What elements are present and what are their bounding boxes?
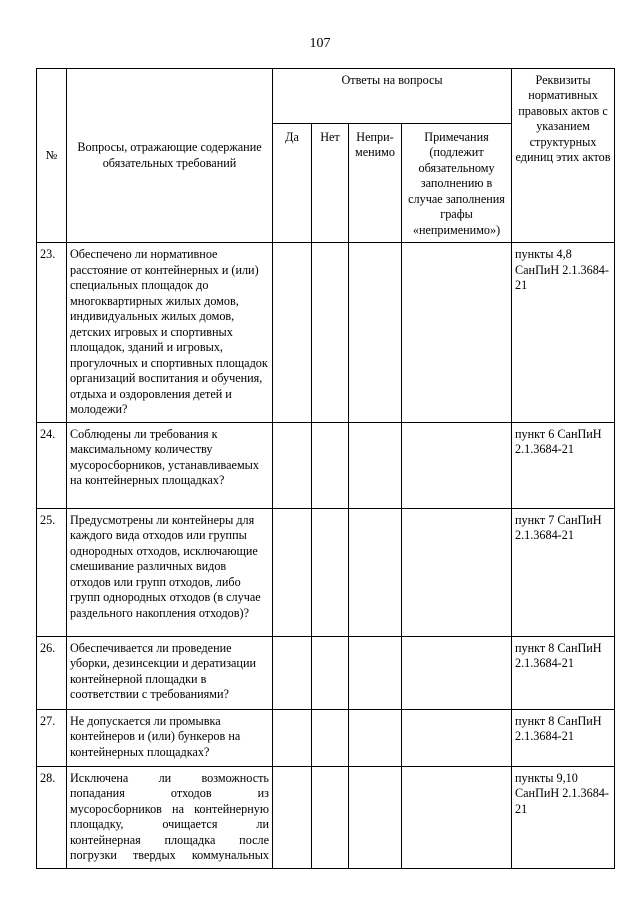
answer-notes-cell[interactable]	[402, 636, 512, 709]
answer-yes-cell[interactable]	[273, 709, 312, 766]
header-question: Вопросы, отражающие содержание обязательных требований	[67, 69, 273, 243]
header-notes: Примечания (подлежит обязательному заполнению в случае заполнения графы «неприменимо»)	[402, 124, 512, 243]
answer-notes-cell[interactable]	[402, 422, 512, 508]
header-answers: Ответы на вопросы	[273, 69, 512, 124]
row-num: 28.	[37, 766, 67, 868]
answer-notes-cell[interactable]	[402, 709, 512, 766]
row-question: Обеспечивается ли проведение уборки, дезинсекции и дератизации контейнерной площадки в соответствии с требованиями?	[67, 636, 273, 709]
answer-notes-cell[interactable]	[402, 243, 512, 422]
header-requisites: Реквизиты нормативных правовых актов с указанием структурных единиц этих актов	[512, 69, 615, 243]
row-question: Исключена ли возможность попадания отходов из мусоросборников на контейнерную площадку, очищается ли контейнерная площадка после погрузки твердых коммунальных	[67, 766, 273, 868]
answer-no-cell[interactable]	[312, 766, 349, 868]
row-num: 24.	[37, 422, 67, 508]
row-requisites: пункт 8 СанПиН 2.1.3684-21	[512, 709, 615, 766]
header-num: №	[37, 69, 67, 243]
table-row	[37, 422, 615, 508]
row-question: Соблюдены ли требования к максимальному количеству мусоросборников, устанавливаемых на контейнерных площадках?	[67, 422, 273, 508]
answer-na-cell[interactable]	[349, 636, 402, 709]
row-num: 23.	[37, 243, 67, 422]
answer-yes-cell[interactable]	[273, 766, 312, 868]
answer-no-cell[interactable]	[312, 709, 349, 766]
row-num: 25.	[37, 508, 67, 636]
answer-no-cell[interactable]	[312, 243, 349, 422]
answer-yes-cell[interactable]	[273, 636, 312, 709]
header-na: Непри- менимо	[349, 124, 402, 243]
answer-na-cell[interactable]	[349, 766, 402, 868]
answer-na-cell[interactable]	[349, 508, 402, 636]
row-requisites: пункты 4,8 СанПиН 2.1.3684-21	[512, 243, 615, 422]
answer-no-cell[interactable]	[312, 636, 349, 709]
answer-yes-cell[interactable]	[273, 508, 312, 636]
row-requisites: пункты 9,10 СанПиН 2.1.3684-21	[512, 766, 615, 868]
answer-notes-cell[interactable]	[402, 766, 512, 868]
row-question: Не допускается ли промывка контейнеров и (или) бункеров на контейнерных площадках?	[67, 709, 273, 766]
table-row	[37, 766, 615, 868]
row-requisites: пункт 6 СанПиН 2.1.3684-21	[512, 422, 615, 508]
answer-na-cell[interactable]	[349, 422, 402, 508]
answer-yes-cell[interactable]	[273, 243, 312, 422]
header-row-top	[37, 69, 615, 124]
header-yes: Да	[273, 124, 312, 243]
page-number: 107	[309, 36, 331, 51]
row-requisites: пункт 7 СанПиН 2.1.3684-21	[512, 508, 615, 636]
table-row	[37, 243, 615, 422]
answer-notes-cell[interactable]	[402, 508, 512, 636]
row-num: 26.	[37, 636, 67, 709]
answer-na-cell[interactable]	[349, 243, 402, 422]
table-row	[37, 508, 615, 636]
header-no: Нет	[312, 124, 349, 243]
row-num: 27.	[37, 709, 67, 766]
table-row	[37, 709, 615, 766]
row-question: Обеспечено ли нормативное расстояние от контейнерных и (или) специальных площадок до многоквартирных жилых домов, индивидуальных жилых домов, детских игровых и спортивных площадок, зданий и игровых, прогулочных и спортивных площадок организаций воспитания и обучения, отдыха и оздоровления детей и молодежи?	[67, 243, 273, 422]
answer-no-cell[interactable]	[312, 422, 349, 508]
answer-yes-cell[interactable]	[273, 422, 312, 508]
answer-no-cell[interactable]	[312, 508, 349, 636]
row-requisites: пункт 8 СанПиН 2.1.3684-21	[512, 636, 615, 709]
answer-na-cell[interactable]	[349, 709, 402, 766]
row-question: Предусмотрены ли контейнеры для каждого вида отходов или группы однородных отходов, исключающие смешивание различных видов отходов или групп отходов, либо групп однородных отходов (в случае раздельного накопления отходов)?	[67, 508, 273, 636]
checklist-table	[36, 68, 615, 869]
table-row	[37, 636, 615, 709]
